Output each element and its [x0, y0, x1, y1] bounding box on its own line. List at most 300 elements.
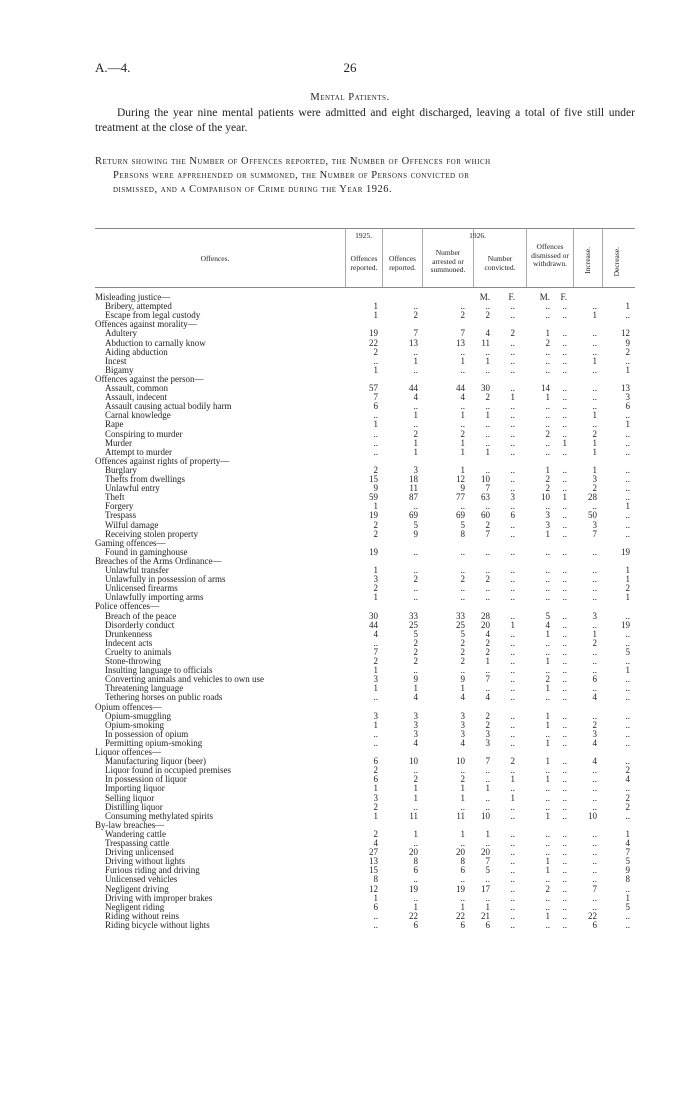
- table-cell: 4: [413, 392, 418, 403]
- table-cell: ..: [562, 474, 567, 484]
- table-cell: 7: [413, 328, 418, 339]
- table-cell: 2: [545, 883, 550, 894]
- table-cell: ..: [545, 501, 550, 512]
- table-cell: ..: [510, 710, 515, 721]
- table-cell: ..: [562, 810, 567, 821]
- table-cell: 9: [460, 483, 465, 494]
- table-cell: 7: [485, 756, 490, 767]
- table-row: [95, 875, 635, 884]
- table-cell: 4: [460, 692, 465, 703]
- table-cell: ..: [413, 838, 418, 848]
- table-cell: ..: [510, 401, 515, 412]
- column-offences-reported-1926: Offences reported.: [389, 254, 416, 272]
- table-cell: ..: [625, 656, 630, 666]
- table-cell: ..: [510, 546, 515, 557]
- table-cell: ..: [592, 774, 597, 785]
- column-convicted: Number convicted.: [484, 254, 516, 272]
- table-cell: 5: [485, 865, 490, 876]
- table-cell: ..: [545, 546, 550, 557]
- table-cell: 2: [485, 646, 490, 657]
- table-cell: 8: [460, 856, 465, 867]
- table-cell: 33: [456, 610, 465, 621]
- table-cell: ..: [510, 592, 515, 603]
- table-cell: ..: [592, 828, 597, 839]
- table-cell: 5: [413, 519, 418, 530]
- table-cell: ..: [510, 446, 515, 457]
- table-cell: 2: [545, 474, 550, 484]
- table-cell: ..: [562, 728, 567, 739]
- offence-label: Importing liquor: [105, 783, 165, 794]
- table-cell: ..: [562, 692, 567, 703]
- table-cell: 7: [592, 528, 597, 539]
- table-cell: 50: [588, 510, 597, 521]
- table-cell: ..: [562, 737, 567, 748]
- table-cell: 1: [545, 528, 550, 539]
- table-cell: 3: [592, 474, 597, 484]
- table-cell: ..: [510, 683, 515, 694]
- table-cell: 2: [625, 583, 630, 594]
- offence-label: Opium-smoking: [105, 719, 165, 730]
- table-cell: ..: [562, 501, 567, 512]
- table-cell: 19: [369, 510, 378, 521]
- table-cell: ..: [625, 728, 630, 739]
- table-cell: ..: [460, 592, 465, 603]
- table-cell: 2: [485, 710, 490, 721]
- table-cell: 2: [460, 774, 465, 785]
- offence-label: Aiding abduction: [105, 346, 168, 357]
- table-cell: 20: [409, 847, 418, 858]
- table-cell: ..: [510, 528, 515, 539]
- table-cell: ..: [485, 592, 490, 603]
- offence-label: Assault, common: [105, 383, 168, 393]
- return-title-line: dismissed, and a Comparison of Crime during the Year 1926.: [113, 184, 393, 195]
- table-cell: ..: [510, 656, 515, 666]
- table-cell: 13: [621, 383, 630, 393]
- table-cell: ..: [510, 364, 515, 375]
- table-cell: 22: [456, 910, 465, 921]
- table-cell: 27: [369, 847, 378, 858]
- table-cell: 8: [413, 856, 418, 867]
- table-cell: ..: [485, 546, 490, 557]
- table-cell: ..: [545, 637, 550, 648]
- table-cell: 7: [460, 328, 465, 339]
- table-cell: 5: [413, 628, 418, 639]
- table-cell: 2: [510, 756, 515, 767]
- table-cell: 1: [485, 410, 490, 421]
- table-cell: 30: [369, 610, 378, 621]
- table-cell: 7: [373, 392, 378, 403]
- table-cell: 12: [456, 474, 465, 484]
- table-cell: ..: [460, 301, 465, 312]
- table-cell: ..: [625, 783, 630, 794]
- table-cell: ..: [562, 628, 567, 639]
- table-cell: 2: [485, 310, 490, 321]
- table-cell: ..: [510, 610, 515, 621]
- table-cell: ..: [562, 792, 567, 803]
- table-cell: ..: [545, 419, 550, 430]
- table-row: [95, 648, 635, 657]
- table-cell: ..: [592, 383, 597, 393]
- table-cell: ..: [562, 801, 567, 812]
- table-cell: ..: [545, 574, 550, 585]
- table-cell: ..: [562, 865, 567, 876]
- table-cell: 2: [592, 483, 597, 494]
- table-cell: ..: [562, 674, 567, 685]
- table-cell: ..: [592, 328, 597, 339]
- section-label: Opium offences—: [95, 701, 162, 712]
- table-cell: 11: [481, 337, 490, 348]
- table-cell: 69: [456, 510, 465, 521]
- table-cell: ..: [592, 874, 597, 885]
- table-cell: 9: [625, 865, 630, 876]
- table-cell: ..: [460, 419, 465, 430]
- table-section-row: [95, 821, 635, 830]
- table-cell: 1: [373, 501, 378, 512]
- table-cell: ..: [510, 428, 515, 439]
- table-cell: 2: [413, 656, 418, 666]
- offences-heading: Offences.: [200, 254, 230, 263]
- offence-label: Furious riding and driving: [105, 865, 200, 876]
- table-cell: 10: [541, 492, 550, 503]
- table-cell: ..: [485, 464, 490, 475]
- table-cell: ..: [373, 728, 378, 739]
- table-cell: ..: [510, 883, 515, 894]
- table-row: [95, 775, 635, 784]
- table-cell: 2: [485, 519, 490, 530]
- table-cell: 2: [485, 574, 490, 585]
- table-row: [95, 384, 635, 393]
- table-cell: 3: [460, 710, 465, 721]
- year-1926: 1926.: [469, 231, 486, 240]
- table-cell: 2: [413, 774, 418, 785]
- table-cell: 1: [625, 828, 630, 839]
- table-cell: ..: [592, 419, 597, 430]
- table-cell: 7: [373, 646, 378, 657]
- table-cell: 4: [625, 838, 630, 848]
- table-cell: ..: [485, 301, 490, 312]
- table-cell: ..: [510, 310, 515, 321]
- table-cell: 1: [510, 392, 515, 403]
- table-cell: 9: [413, 674, 418, 685]
- table-cell: ..: [625, 910, 630, 921]
- table-cell: 25: [409, 619, 418, 630]
- table-cell: ..: [592, 301, 597, 312]
- table-cell: 14: [541, 383, 550, 393]
- table-cell: ..: [625, 883, 630, 894]
- table-cell: 1: [485, 783, 490, 794]
- table-section-row: [95, 703, 635, 712]
- table-cell: 6: [373, 901, 378, 912]
- table-cell: 2: [545, 674, 550, 685]
- table-cell: ..: [485, 583, 490, 594]
- offence-label: Unlicensed vehicles: [105, 874, 178, 885]
- offence-label: Permitting opium-smoking: [105, 737, 203, 748]
- table-cell: 20: [481, 847, 490, 858]
- table-cell: 2: [485, 637, 490, 648]
- table-cell: ..: [562, 328, 567, 339]
- offence-label: Driving with improper brakes: [105, 892, 213, 903]
- offence-label: Escape from legal custody: [105, 310, 201, 321]
- section-title: Mental Patients.: [310, 92, 390, 103]
- table-cell: 1: [413, 828, 418, 839]
- table-cell: 1: [460, 828, 465, 839]
- table-cell: 20: [481, 619, 490, 630]
- table-cell: ..: [485, 838, 490, 848]
- table-cell: ..: [545, 801, 550, 812]
- table-cell: ..: [545, 919, 550, 930]
- table-cell: ..: [485, 801, 490, 812]
- table-cell: 1: [562, 492, 567, 503]
- table-cell: ..: [562, 592, 567, 603]
- table-cell: ..: [460, 665, 465, 676]
- table-cell: ..: [373, 637, 378, 648]
- column-dismissed-withdrawn: Offences dismissed or withdrawn.: [531, 242, 569, 268]
- table-cell: ..: [413, 801, 418, 812]
- table-cell: 4: [373, 838, 378, 848]
- table-cell: 1: [592, 410, 597, 421]
- table-cell: ..: [562, 847, 567, 858]
- table-cell: ..: [510, 719, 515, 730]
- table-cell: 22: [409, 910, 418, 921]
- table-section-row: [95, 602, 635, 611]
- table-cell: ..: [592, 546, 597, 557]
- table-cell: 1: [413, 446, 418, 457]
- table-cell: 3: [592, 610, 597, 621]
- table-cell: 15: [369, 865, 378, 876]
- table-cell: ..: [562, 710, 567, 721]
- table-cell: 1: [460, 355, 465, 366]
- table-cell: ..: [510, 783, 515, 794]
- table-cell: 1: [592, 464, 597, 475]
- table-cell: 10: [481, 474, 490, 484]
- table-cell: ..: [510, 728, 515, 739]
- table-cell: 1: [485, 446, 490, 457]
- table-cell: ..: [510, 346, 515, 357]
- table-row: [95, 621, 635, 630]
- table-cell: ..: [592, 364, 597, 375]
- table-cell: 6: [373, 756, 378, 767]
- table-cell: 1: [485, 828, 490, 839]
- table-cell: ..: [562, 428, 567, 439]
- table-cell: ..: [413, 301, 418, 312]
- table-row: [95, 630, 635, 639]
- table-cell: 2: [485, 392, 490, 403]
- table-cell: ..: [562, 383, 567, 393]
- table-cell: 11: [409, 810, 418, 821]
- table-cell: ..: [592, 656, 597, 666]
- table-cell: 7: [485, 856, 490, 867]
- table-cell: ..: [510, 301, 515, 312]
- table-cell: 1: [592, 355, 597, 366]
- section-label: Offences against rights of property—: [95, 455, 230, 466]
- table-cell: 1: [545, 865, 550, 876]
- section-label: Gaming offences—: [95, 537, 166, 548]
- table-cell: ..: [545, 364, 550, 375]
- table-cell: 1: [413, 437, 418, 448]
- table-cell: ..: [562, 310, 567, 321]
- table-cell: ..: [460, 346, 465, 357]
- table-cell: 2: [592, 719, 597, 730]
- table-cell: 10: [481, 810, 490, 821]
- table-cell: 3: [413, 719, 418, 730]
- table-cell: 2: [545, 428, 550, 439]
- offence-label: Converting animals and vehicles to own use: [105, 674, 264, 685]
- table-cell: 6: [460, 865, 465, 876]
- table-cell: ..: [592, 710, 597, 721]
- table-cell: ..: [625, 310, 630, 321]
- table-cell: 3: [460, 719, 465, 730]
- offence-label: Insulting language to officials: [105, 665, 213, 676]
- table-cell: ..: [485, 565, 490, 575]
- table-cell: ..: [562, 783, 567, 794]
- table-cell: ..: [625, 692, 630, 703]
- offence-label: Distilling liquor: [105, 801, 163, 812]
- offence-label: In possession of liquor: [105, 774, 187, 785]
- table-cell: 3: [373, 710, 378, 721]
- table-cell: 18: [409, 474, 418, 484]
- table-cell: 3: [413, 464, 418, 475]
- offence-label: Burglary: [105, 464, 137, 475]
- table-cell: 1: [625, 592, 630, 603]
- table-cell: ..: [460, 892, 465, 903]
- offence-label: Found in gaminghouse: [105, 546, 188, 557]
- table-cell: ..: [485, 419, 490, 430]
- table-cell: 7: [485, 483, 490, 494]
- offence-label: Consuming methylated spirits: [105, 810, 213, 821]
- table-cell: 1: [460, 410, 465, 421]
- table-cell: 28: [588, 492, 597, 503]
- section-label: Liquor offences—: [95, 747, 162, 757]
- table-cell: 1: [545, 856, 550, 867]
- table-row: [95, 411, 635, 420]
- table-cell: 1: [413, 901, 418, 912]
- table-cell: 19: [621, 546, 630, 557]
- table-cell: ..: [460, 838, 465, 848]
- table-cell: ..: [625, 474, 630, 484]
- table-cell: 1: [413, 792, 418, 803]
- table-cell: ..: [545, 346, 550, 357]
- table-cell: 1: [625, 419, 630, 430]
- table-row: [95, 530, 635, 539]
- offence-label: Tethering horses on public roads: [105, 692, 223, 703]
- table-cell: 1: [625, 665, 630, 676]
- table-cell: 1: [545, 710, 550, 721]
- table-cell: 17: [481, 883, 490, 894]
- table-cell: 1: [625, 565, 630, 575]
- offence-label: Threatening language: [105, 683, 184, 694]
- table-cell: M.: [539, 292, 550, 302]
- table-cell: ..: [592, 865, 597, 876]
- table-cell: ..: [545, 565, 550, 575]
- table-cell: ..: [562, 765, 567, 776]
- table-cell: 5: [460, 628, 465, 639]
- table-cell: 6: [592, 674, 597, 685]
- table-cell: 1: [545, 328, 550, 339]
- table-row: [95, 439, 635, 448]
- table-cell: 3: [625, 392, 630, 403]
- table-cell: ..: [562, 774, 567, 785]
- table-cell: 2: [545, 337, 550, 348]
- offence-label: Wandering cattle: [105, 828, 166, 839]
- offence-label: Indecent acts: [105, 637, 153, 648]
- table-cell: 19: [621, 619, 630, 630]
- table-cell: 9: [413, 528, 418, 539]
- table-cell: 9: [625, 337, 630, 348]
- offence-label: Bigamy: [105, 364, 134, 375]
- table-cell: ..: [510, 337, 515, 348]
- table-cell: F.: [560, 292, 567, 302]
- offence-label: Conspiring to murder: [105, 428, 183, 439]
- table-cell: ..: [625, 428, 630, 439]
- table-cell: ..: [625, 756, 630, 767]
- offence-label: Unlawful transfer: [105, 565, 169, 575]
- table-cell: ..: [510, 801, 515, 812]
- table-cell: 5: [625, 901, 630, 912]
- offence-label: Liquor found in occupied premises: [105, 765, 231, 776]
- table-cell: 11: [456, 810, 465, 821]
- table-cell: 1: [373, 364, 378, 375]
- table-row: [95, 339, 635, 348]
- table-cell: ..: [545, 592, 550, 603]
- table-cell: 1: [510, 774, 515, 785]
- table-cell: 4: [485, 692, 490, 703]
- table-cell: 2: [373, 346, 378, 357]
- table-cell: 1: [592, 628, 597, 639]
- table-cell: ..: [373, 428, 378, 439]
- table-cell: ..: [545, 301, 550, 312]
- table-cell: 1: [545, 719, 550, 730]
- table-cell: ..: [562, 910, 567, 921]
- year-1925: 1925.: [355, 231, 372, 240]
- table-cell: 87: [409, 492, 418, 503]
- table-cell: ..: [510, 501, 515, 512]
- table-cell: 7: [625, 847, 630, 858]
- table-cell: 3: [485, 737, 490, 748]
- table-cell: ..: [562, 892, 567, 903]
- offence-label: Carnal knowledge: [105, 410, 171, 421]
- table-section-row: [95, 293, 635, 302]
- table-cell: 9: [460, 674, 465, 685]
- table-cell: ..: [485, 892, 490, 903]
- table-cell: 3: [413, 710, 418, 721]
- table-cell: ..: [413, 592, 418, 603]
- table-cell: ..: [562, 646, 567, 657]
- table-row: [95, 794, 635, 803]
- table-cell: 3: [592, 519, 597, 530]
- mental-patients-paragraph: During the year nine mental patients were admitted and eight discharged, leaving a total of five still under treatment at the close of the year.: [95, 107, 635, 134]
- table-cell: 1: [485, 656, 490, 666]
- offence-label: Assault, indecent: [105, 392, 167, 403]
- table-cell: 15: [369, 474, 378, 484]
- table-cell: 22: [588, 910, 597, 921]
- table-cell: 1: [373, 892, 378, 903]
- offence-label: Unlawfully in possession of arms: [105, 574, 226, 585]
- table-cell: ..: [592, 892, 597, 903]
- table-cell: ..: [510, 565, 515, 575]
- offence-label: Driving without lights: [105, 856, 186, 867]
- table-cell: ..: [510, 892, 515, 903]
- table-cell: ..: [592, 337, 597, 348]
- table-cell: ..: [510, 828, 515, 839]
- table-cell: 4: [485, 628, 490, 639]
- table-cell: ..: [592, 683, 597, 694]
- table-cell: 2: [592, 428, 597, 439]
- table-cell: 13: [456, 337, 465, 348]
- table-cell: ..: [625, 464, 630, 475]
- table-cell: 2: [413, 574, 418, 585]
- table-section-row: [95, 457, 635, 466]
- table-cell: ..: [413, 364, 418, 375]
